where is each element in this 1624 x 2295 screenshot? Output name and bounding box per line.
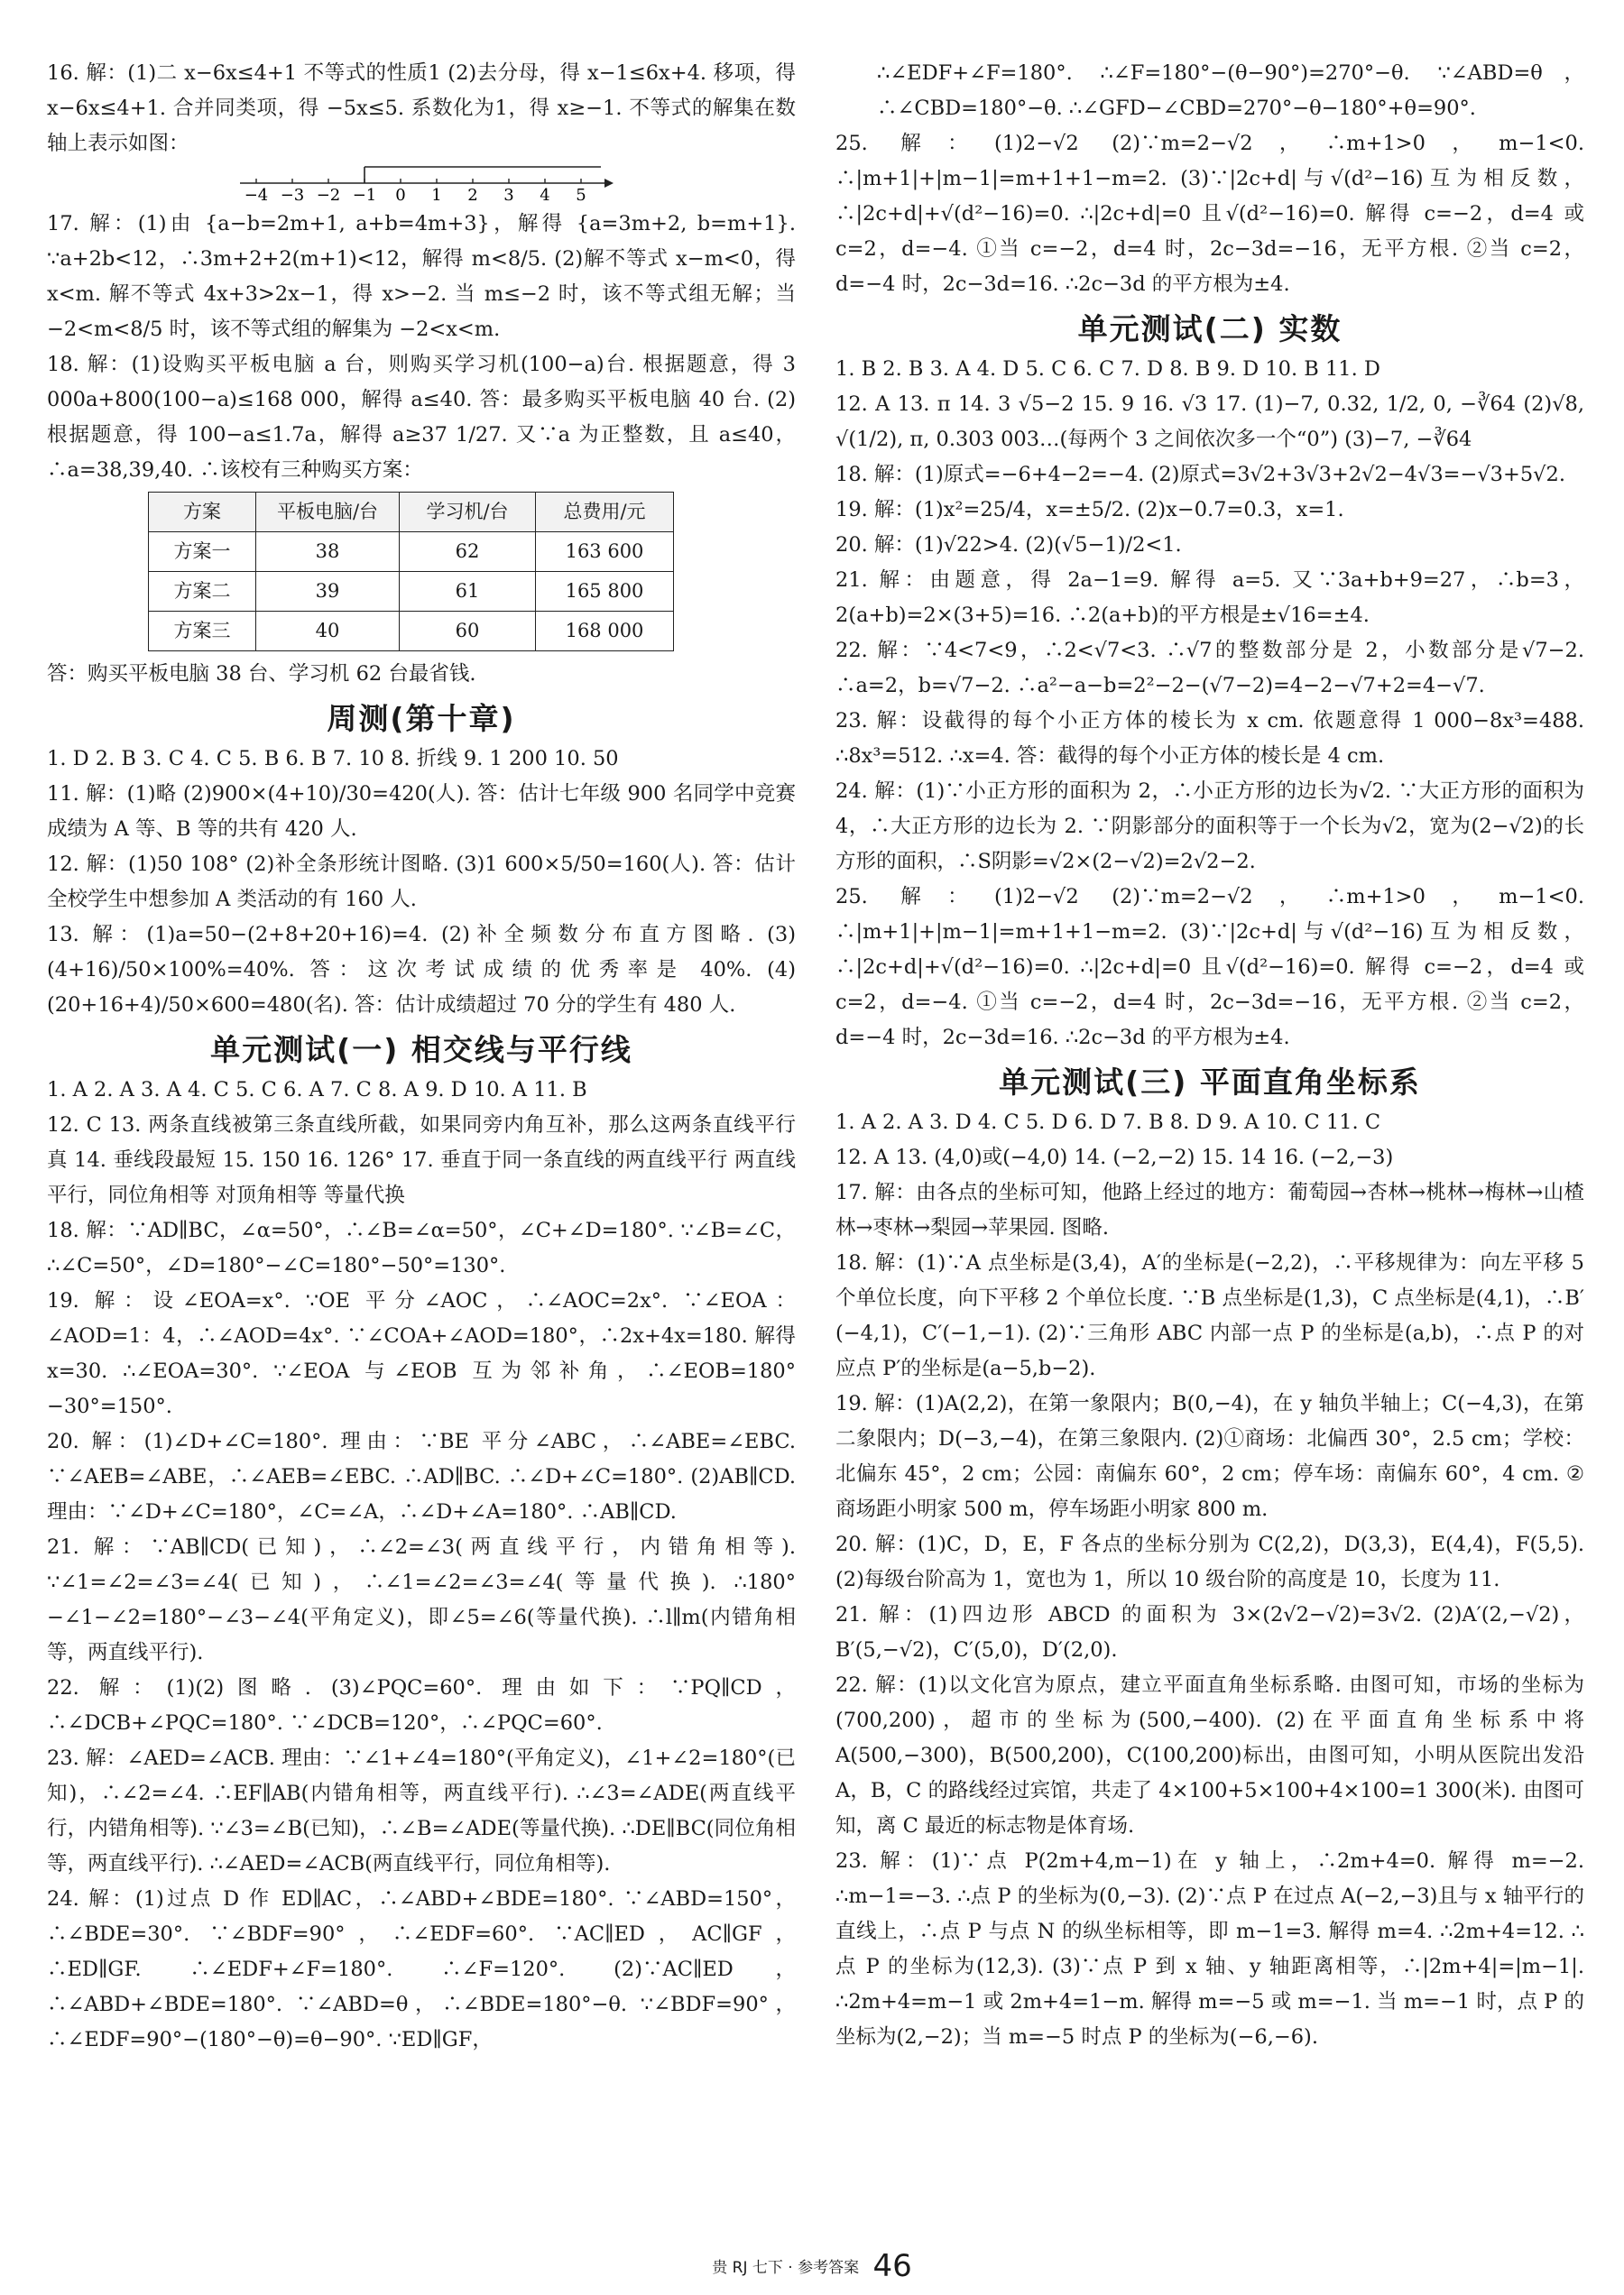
section-heading-unit-test-3: 单元测试(三) 平面直角坐标系	[999, 1065, 1421, 1100]
choice-answers: 1. D 2. B 3. C 4. C 5. B 6. B 7. 10 8. 折线 9. 1 200 10. 50	[47, 747, 619, 770]
answer-24-continued: ∴∠EDF+∠F=180°. ∴∠F=180°−(θ−90°)=270°−θ. ∵∠ABD=θ，∴∠CBD=180°−θ. ∴∠GFD−∠CBD=270°−θ−180°+θ=90°.	[877, 61, 1584, 120]
answer-24: 24. 解：(1)过点 D 作 ED∥AC，∴∠ABD+∠BDE=180°. ∵∠ABD=150°，∴∠BDE=30°. ∵∠BDF=90°，∴∠EDF=60°. ∵AC∥ED，AC∥GF，∴ED∥GF. ∴∠EDF+∠F=180°. ∴∠F=120°. (2)∵AC∥ED，∴∠ABD+∠BDE=180°. ∵∠ABD=θ，∴∠BDE=180°−θ. ∵∠BDF=90°，∴∠EDF=90°−(180°−θ)=θ−90°. ∵ED∥GF，	[47, 1887, 796, 2051]
answer-24: 24. 解：(1)∵小正方形的面积为 2，∴小正方形的边长为√2. ∵大正方形的面积为 4，∴大正方形的边长为 2. ∵阴影部分的面积等于一个长为√2，宽为(2−√2)的长方形的面积，∴S阴影=√2×(2−√2)=2√2−2.	[835, 779, 1584, 873]
answer-11: 11. 解：(1)略 (2)900×(4+10)/30=420(人). 答：估计七年级 900 名同学中竞赛成绩为 A 等、B 等的共有 420 人.	[47, 782, 796, 841]
answer-20: 20. 解：(1)C，D，E，F 各点的坐标分别为 C(2,2)，D(3,3)，E(4,4)，F(5,5). (2)每级台阶高为 1，宽也为 1，所以 10 级台阶的高度是 10，长度为 11.	[835, 1533, 1584, 1591]
answer-22: 22. 解：(1)(2)图略. (3)∠PQC=60°. 理由如下：∵PQ∥CD，∴∠DCB+∠PQC=180°. ∵∠DCB=120°，∴∠PQC=60°.	[47, 1676, 796, 1735]
answer-18: 18. 解：(1)∵A 点坐标是(3,4)，A′的坐标是(−2,2)，∴平移规律为：向左平移 5 个单位长度，向下平移 2 个单位长度. ∵B 点坐标是(1,3)，C 点坐标是(4,1)，∴B′(−4,1)，C′(−1,−1). (2)∵三角形 ABC 内部一点 P 的坐标是(a,b)，∴点 P 的对应点 P′的坐标是(a−5,b−2).	[835, 1251, 1584, 1380]
table-cell: 62	[400, 532, 536, 572]
number-line-label: 5	[576, 186, 586, 203]
footer-label: 贵 RJ 七下 · 参考答案	[712, 2259, 860, 2277]
number-line-label: −2	[316, 186, 341, 203]
table-header: 平板电脑/台	[256, 493, 400, 532]
page-footer	[0, 2248, 1624, 2284]
choice-answers: 1. A 2. A 3. D 4. C 5. D 6. D 7. B 8. D 9. A 10. C 11. C	[835, 1111, 1381, 1134]
answer-18: 18. 解：(1)设购买平板电脑 a 台，则购买学习机(100−a)台. 根据题意，得 3 000a+800(100−a)≤168 000，解得 a≤40. 答：最多购买平板电脑 40 台. (2)根据题意，得 100−a≤1.7a，解得 a≥37 1/27. 又∵a 为正整数，且 a≤40，∴a=38,39,40. ∴该校有三种购买方案：	[47, 353, 796, 482]
answer-18: 18. 解：∵AD∥BC，∠α=50°，∴∠B=∠α=50°，∠C+∠D=180°. ∵∠B=∠C，∴∠C=50°，∠D=180°−∠C=180°−50°=130°.	[47, 1219, 796, 1277]
answer-19: 19. 解：(1)A(2,2)，在第一象限内；B(0,−4)，在 y 轴负半轴上；C(−4,3)，在第二象限内；D(−3,−4)，在第三象限内. (2)①商场：北偏西 30°，2.5 cm；学校：北偏东 45°，2 cm；公园：南偏东 60°，2 cm；停车场：南偏东 60°，4 cm. ②商场距小明家 500 m，停车场距小明家 800 m.	[835, 1392, 1584, 1521]
answer-18: 18. 解：(1)原式=−6+4−2=−4. (2)原式=3√2+3√3+2√2−4√3=−√3+5√2.	[835, 463, 1565, 486]
number-line-label: 2	[467, 186, 478, 203]
answer-16: 16. 解：(1)二 x−6x≤4+1 不等式的性质1 (2)去分母，得 x−1≤6x+4. 移项，得 x−6x≤4+1. 合并同类项，得 −5x≤5. 系数化为1，得 x≥−1. 不等式的解集在数轴上表示如图：	[47, 61, 796, 155]
number-line-label: −1	[352, 186, 377, 203]
number-line-label: 1	[431, 186, 442, 203]
table-cell: 163 600	[536, 532, 674, 572]
answer-23: 23. 解：设截得的每个小正方体的棱长为 x cm. 依题意得 1 000−8x³=488. ∴8x³=512. ∴x=4. 答：截得的每个小正方体的棱长是 4 cm.	[835, 709, 1584, 768]
table-cell: 60	[400, 612, 536, 651]
section-heading-weekly-test: 周测(第十章)	[327, 701, 516, 736]
answer-21: 21. 解：∵AB∥CD(已知)，∴∠2=∠3(两直线平行，内错角相等). ∵∠1=∠2=∠3=∠4(已知)，∴∠1=∠2=∠3=∠4(等量代换). ∴180°−∠1−∠2=180°−∠3−∠4(平角定义)，即∠5=∠6(等量代换). ∴l∥m(内错角相等，两直线平行).	[47, 1535, 796, 1664]
table-row	[149, 572, 674, 612]
answer-25: 25. 解：(1)2−√2 (2)∵m=2−√2，∴m+1>0，m−1<0. ∴|m+1|+|m−1|=m+1+1−m=2. (3)∵|2c+d|与√(d²−16)互为相反数，∴|2c+d|+√(d²−16)=0. ∴|2c+d|=0 且√(d²−16)=0. 解得 c=−2，d=4 或 c=2，d=−4. ①当 c=−2，d=4 时，2c−3d=−16，无平方根. ②当 c=2，d=−4 时，2c−3d=16. ∴2c−3d 的平方根为±4.	[835, 885, 1584, 1049]
left-column	[47, 56, 796, 2058]
answer-23: 23. 解：(1)∵点 P(2m+4,m−1)在 y 轴上，∴2m+4=0. 解得 m=−2. ∴m−1=−3. ∴点 P 的坐标为(0,−3). (2)∵点 P 在过点 A(−2,−3)且与 x 轴平行的直线上，∴点 P 与点 N 的纵坐标相等，即 m−1=3. 解得 m=4. ∴2m+4=12. ∴点 P 的坐标为(12,3). (3)∵点 P 到 x 轴、y 轴距离相等，∴|2m+4|=|m−1|. ∴2m+4=m−1 或 2m+4=1−m. 解得 m=−5 或 m=−1. 当 m=−1 时，点 P 的坐标为(2,−2)；当 m=−5 时点 P 的坐标为(−6,−6).	[835, 1849, 1584, 2049]
table-row	[149, 532, 674, 572]
answer-22: 22. 解：(1)以文化宫为原点，建立平面直角坐标系略. 由图可知，市场的坐标为(700,200)，超市的坐标为(500,−400). (2)在平面直角坐标系中将 A(500,−300)，B(500,200)，C(100,200)标出，由图可知，小明从医院出发沿 A，B，C 的路线经过宾馆，共走了 4×100+5×100+4×100=1 300(米). 由图可知，离 C 最近的标志物是体育场.	[835, 1673, 1584, 1838]
table-row	[149, 612, 674, 651]
answer-19: 19. 解：设∠EOA=x°. ∵OE 平分∠AOC，∴∠AOC=2x°. ∵∠EOA：∠AOD=1：4，∴∠AOD=4x°. ∵∠COA+∠AOD=180°，∴2x+4x=180. 解得 x=30. ∴∠EOA=30°. ∵∠EOA 与∠EOB 互为邻补角，∴∠EOB=180°−30°=150°.	[47, 1289, 796, 1418]
answer-12: 12. 解：(1)50 108° (2)补全条形统计图略. (3)1 600×5/50=160(人). 答：估计全校学生中想参加 A 类活动的有 160 人.	[47, 853, 796, 911]
choice-answers: 1. B 2. B 3. A 4. D 5. C 6. C 7. D 8. B 9. D 10. B 11. D	[835, 357, 1380, 381]
table-header: 学习机/台	[400, 493, 536, 532]
answer-17: 17. 解：由各点的坐标可知，他路上经过的地方：葡萄园→杏林→桃林→梅林→山楂林→枣林→梨园→苹果园. 图略.	[835, 1181, 1584, 1240]
number-line-label: −3	[280, 186, 305, 203]
section-heading-unit-test-1: 单元测试(一) 相交线与平行线	[210, 1032, 632, 1067]
table-cell: 40	[256, 612, 400, 651]
table-cell: 方案三	[149, 612, 256, 651]
number-line-figure	[47, 161, 796, 203]
answer-20: 20. 解：(1)√22>4. (2)(√5−1)/2<1.	[835, 533, 1182, 557]
fill-answers: 12. A 13. π 14. 3 √5−2 15. 9 16. √3 17. (1)−7, 0.32, 1/2, 0, −∛64 (2)√8, √(1/2), π, 0.303 003…(每两个 3 之间依次多一个“0”) (3)−7, −∛64	[835, 392, 1584, 451]
table-cell: 方案二	[149, 572, 256, 612]
answer-13: 13. 解：(1)a=50−(2+8+20+16)=4. (2)补全频数分布直方图略. (3)(4+16)/50×100%=40%. 答：这次考试成绩的优秀率是 40%. (4)(20+16+4)/50×600=480(名). 答：估计成绩超过 70 分的学生有 480 人.	[47, 923, 796, 1017]
number-line	[236, 161, 615, 203]
table-cell: 165 800	[536, 572, 674, 612]
answer-25: 25. 解：(1)2−√2 (2)∵m=2−√2，∴m+1>0，m−1<0. ∴|m+1|+|m−1|=m+1+1−m=2. (3)∵|2c+d|与√(d²−16)互为相反数，∴|2c+d|+√(d²−16)=0. ∴|2c+d|=0 且√(d²−16)=0. 解得 c=−2，d=4 或 c=2，d=−4. ①当 c=−2，d=4 时，2c−3d=−16，无平方根. ②当 c=2，d=−4 时，2c−3d=16. ∴2c−3d 的平方根为±4.	[835, 132, 1584, 296]
purchase-plan-table	[148, 492, 674, 651]
number-line-label: −4	[244, 186, 269, 203]
table-header: 总费用/元	[536, 493, 674, 532]
page-number: 46	[872, 2248, 912, 2284]
table-header: 方案	[149, 493, 256, 532]
section-heading-unit-test-2: 单元测试(二) 实数	[1077, 311, 1343, 346]
table-cell: 39	[256, 572, 400, 612]
answer-18-conclusion: 答：购买平板电脑 38 台、学习机 62 台最省钱.	[47, 662, 476, 686]
table-cell: 38	[256, 532, 400, 572]
answer-21: 21. 解：由题意，得 2a−1=9. 解得 a=5. 又∵3a+b+9=27，∴b=3，2(a+b)=2×(3+5)=16. ∴2(a+b)的平方根是±√16=±4.	[835, 568, 1584, 627]
answer-20: 20. 解：(1)∠D+∠C=180°. 理由：∵BE 平分∠ABC，∴∠ABE=∠EBC. ∵∠AEB=∠ABE，∴∠AEB=∠EBC. ∴AD∥BC. ∴∠D+∠C=180°. (2)AB∥CD. 理由：∵∠D+∠C=180°，∠C=∠A，∴∠D+∠A=180°. ∴AB∥CD.	[47, 1430, 796, 1524]
answer-23: 23. 解：∠AED=∠ACB. 理由：∵∠1+∠4=180°(平角定义)，∠1+∠2=180°(已知)，∴∠2=∠4. ∴EF∥AB(内错角相等，两直线平行). ∴∠3=∠ADE(两直线平行，内错角相等). ∵∠3=∠B(已知)，∴∠B=∠ADE(等量代换). ∴DE∥BC(同位角相等，两直线平行). ∴∠AED=∠ACB(两直线平行，同位角相等).	[47, 1747, 796, 1876]
number-line-label: 0	[395, 186, 406, 203]
table-header-row	[149, 493, 674, 532]
fill-answers: 12. A 13. (4,0)或(−4,0) 14. (−2,−2) 15. 14 16. (−2,−3)	[835, 1146, 1394, 1169]
table-cell: 61	[400, 572, 536, 612]
answer-19: 19. 解：(1)x²=25/4，x=±5/2. (2)x−0.7=0.3，x=1.	[835, 498, 1344, 521]
right-column	[835, 56, 1584, 2055]
choice-answers: 1. A 2. A 3. A 4. C 5. C 6. A 7. C 8. A 9. D 10. A 11. B	[47, 1078, 587, 1101]
number-line-label: 3	[503, 186, 514, 203]
number-line-label: 4	[540, 186, 550, 203]
answer-21: 21. 解：(1)四边形 ABCD 的面积为 3×(2√2−√2)=3√2. (2)A′(2,−√2)，B′(5,−√2)，C′(5,0)，D′(2,0).	[835, 1603, 1584, 1662]
table-cell: 方案一	[149, 532, 256, 572]
answer-22: 22. 解：∵4<7<9，∴2<√7<3. ∴√7的整数部分是 2，小数部分是√7−2. ∴a=2，b=√7−2. ∴a²−a−b=2²−2−(√7−2)=4−2−√7+2=4−√7.	[835, 639, 1584, 697]
table-cell: 168 000	[536, 612, 674, 651]
fill-answers: 12. C 13. 两条直线被第三条直线所截，如果同旁内角互补，那么这两条直线平行 真 14. 垂线段最短 15. 150 16. 126° 17. 垂直于同一条直线的两直线平行 两直线平行，同位角相等 对顶角相等 等量代换	[47, 1113, 796, 1207]
answer-17: 17. 解：(1)由 {a−b=2m+1, a+b=4m+3}，解得 {a=3m+2, b=m+1}. ∵a+2b<12，∴3m+2+2(m+1)<12，解得 m<8/5. (2)解不等式 x−m<0，得 x<m. 解不等式 4x+3>2x−1，得 x>−2. 当 m≤−2 时，该不等式组无解；当 −2<m<8/5 时，该不等式组的解集为 −2<x<m.	[47, 212, 796, 341]
